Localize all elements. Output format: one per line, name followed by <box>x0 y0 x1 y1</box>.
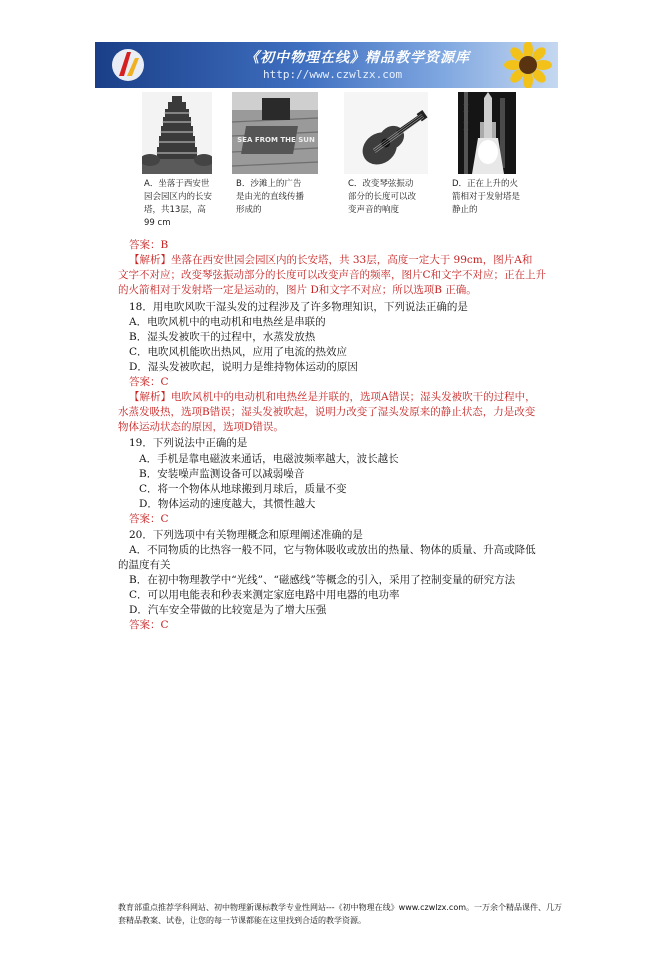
q20-option-d: D．汽车安全带做的比较宽是为了增大压强 <box>129 604 327 616</box>
banner-url: http://www.czwlzx.com <box>263 68 403 81</box>
q19-answer: 答案：C <box>129 513 169 525</box>
site-logo-icon <box>111 46 145 84</box>
photo-tower <box>142 92 213 228</box>
photo-sand-billboard <box>232 92 318 215</box>
figure-row <box>118 92 538 242</box>
sunflower-icon <box>498 42 554 88</box>
caption-a: A．坐落于西安世园会园区内的长安塔，共13层，高99 cm <box>144 179 213 228</box>
q18-stem: 18．用电吹风吹干湿头发的过程涉及了许多物理知识，下列说法正确的是 <box>129 301 468 313</box>
q18-analysis-line-1: 【解析】电吹风机中的电动机和电热丝是并联的，选项A错误；湿头发被吹干的过程中， <box>129 391 536 403</box>
q20-option-b: B．在初中物理教学中“光线”、“磁感线”等概念的引入，采用了控制变量的研究方法 <box>129 574 516 586</box>
q18-analysis-line-2: 水蒸发吸热，选项B错误；湿头发被吹起，说明力改变了湿头发原来的静止状态，力是改变 <box>118 406 536 418</box>
q20-stem: 20．下列选项中有关物理概念和原理阐述准确的是 <box>129 529 363 541</box>
caption-d: D．正在上升的火箭相对于发射塔是静止的 <box>452 179 521 215</box>
q18-option-b: B．湿头发被吹干的过程中，水蒸发放热 <box>129 331 316 343</box>
header-banner <box>95 42 558 88</box>
q18-option-c: C．电吹风机能吹出热风，应用了电流的热效应 <box>129 346 348 358</box>
q18-analysis-line-3: 物体运动状态的原因，选项D错误。 <box>118 421 284 433</box>
q20-option-c: C．可以用电能表和秒表来测定家庭电路中用电器的电功率 <box>129 589 400 601</box>
q20-answer: 答案：C <box>129 619 169 631</box>
q19-option-b: B．安装噪声监测设备可以减弱噪音 <box>139 468 305 480</box>
q17-analysis-line-1: 【解析】坐落在西安世园会园区内的长安塔，共 33层，高度一定大于 99cm，图片A和 <box>129 254 533 266</box>
q19-option-c: C．将一个物体从地球搬到月球后，质量不变 <box>139 483 347 495</box>
q18-answer: 答案：C <box>129 376 169 388</box>
caption-b: B．沙滩上的广告是由光的直线传播形成的 <box>236 179 305 215</box>
q19-option-a: A．手机是靠电磁波来通话，电磁波频率越大，波长越长 <box>139 453 399 465</box>
q20-option-a-line-1: A．不同物质的比热容一般不同，它与物体吸收或放出的热量、物体的质量、升高或降低 <box>129 544 536 556</box>
q18-option-d: D．湿头发被吹起，说明力是维持物体运动的原因 <box>129 361 358 373</box>
banner-title: 《初中物理在线》精品教学资源库 <box>245 50 470 66</box>
q20-option-a-line-2: 的温度有关 <box>118 559 171 571</box>
q17-analysis-line-2: 文字不对应；改变琴弦振动部分的长度可以改变声音的频率，图片C和文字不对应；正在上升 <box>118 269 547 281</box>
photo-rocket <box>452 92 521 215</box>
photo-guitar <box>344 92 428 215</box>
q18-option-a: A．电吹风机中的电动机和电热丝是串联的 <box>129 316 326 328</box>
caption-c: C．改变琴弦振动部分的长度可以改变声音的响度 <box>348 179 417 215</box>
footer-note: 教育部重点推荐学科网站、初中物理新课标教学专业性网站---《初中物理在线》www.czwlzx.com。一万余个精品课件、几万套精品教案、试卷，让您的每一节课都能在这里找到合适的教学资源。 <box>118 903 563 925</box>
billboard-text: SEA FROM THE SUN <box>237 136 315 144</box>
q17-analysis-line-3: 的火箭相对于发射塔一定是运动的，图片 D和文字不对应；所以选项B 正确。 <box>118 284 477 296</box>
q19-stem: 19．下列说法中正确的是 <box>129 437 248 449</box>
q19-option-d: D．物体运动的速度越大，其惯性越大 <box>139 498 316 510</box>
q17-answer: 答案：B <box>129 239 169 251</box>
